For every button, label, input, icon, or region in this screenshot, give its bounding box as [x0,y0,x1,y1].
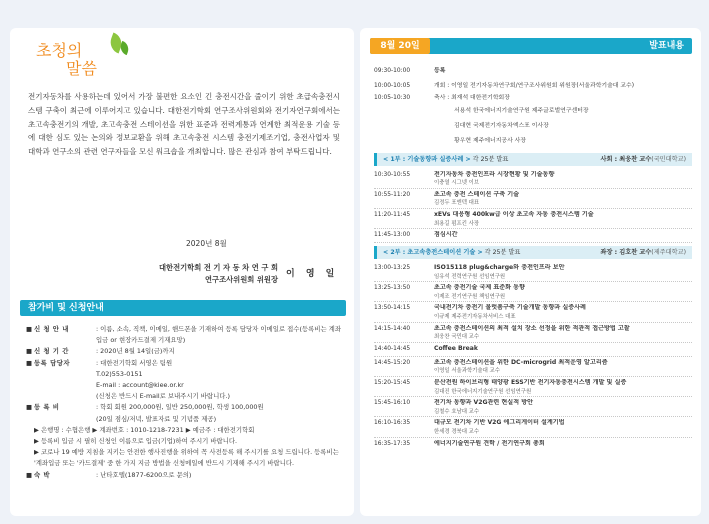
talk-content [434,211,692,228]
talk-title: 국내전기차 충전기 물럿폼구축 기술개발 동향과 실증사례 [434,304,586,312]
talk-speaker: 최용길 펌프킨 사장 [434,220,480,227]
row-text: 서용석 한국에너지기술연구원 제주글로벌연구센터장 [454,107,589,114]
greeting-date: 2020년 8월 [186,239,227,248]
reg-label: 신 청 기 간 [34,347,69,356]
talk-time: 14:40-14:45 [374,345,411,352]
talk-speaker: 이충열 시그넷 이브 [434,180,480,187]
talk-content [434,171,692,188]
talk-speaker: 이규제 제주전기자동차서비스 대표 [434,314,516,321]
talk-speaker: 김정두 포엔텍 대표 [434,200,480,207]
reg-label: 숙 박 [34,470,51,479]
talk-item [374,343,692,357]
talk-item [374,209,692,229]
reg-value: : 학회 회원 200,000원, 일반 250,000원, 학생 100,000원 [96,403,264,412]
session-note: 각 25분 발표 [472,155,509,163]
row-time: 09:30-10:00 [374,68,411,74]
reg-row-fee [26,402,344,413]
contact-phone: T.02)553-0151 [96,369,143,378]
schedule-row [374,119,692,134]
talk-item [374,438,692,452]
chair-org: (제주대학교) [651,249,686,257]
presentation-label: 발표내용 [649,41,684,51]
talk-item [374,397,692,417]
talk-title: 초고속 충전 스테이션 구축 기술 [434,190,520,198]
talk-time: 13:25-13:50 [374,285,411,292]
talk-title: 초고속 충전스테이션을 위한 DC-microgrid 최적운영 알고리즘 [434,358,608,366]
talk-title: 대규모 전기차 기반 V2G 에그리게이터 설계기법 [434,419,565,427]
greeting-body: 전기자동차를 사용하는데 있어서 가장 불편한 요소인 긴 충전시간을 줄이기 위한 초급속충전시스템 구축이 최근에 이루어지고 있습니다. 대한전기학회 연구조사위원회와 전기자연구회에서는 초고속충전기의 개발, 초고속충전 스테이션을 위한 표준과 전력계통과 연계한 최적운용 기술 등에 대한 심도 있는 논의와 정보교환을 위해 초고속충전 시스템 충전기제조기업, 충전사업자 및 대학과 연구소의 관련 연구자들을 모신 워크숍을 개최합니다. 많은 관심과 참여 부탁드립니다. [28,92,340,157]
signature-org [152,262,278,286]
talk-title: 초고속 충전스테이션의 최적 설치 장소 선정을 위한 적관적 접근방법 고찰 [434,324,630,332]
session-header [374,246,692,259]
talk-time: 15:20-15:45 [374,380,411,387]
talk-speaker: 한세경 경북대 교수 [434,429,480,435]
row-text: 개회 : 이영일 전기자동차연구회/연구조사위원회 위원장(서울과학기술대 교수) [434,83,635,90]
session-chair [601,153,687,166]
registration-header: 참가비 및 신청안내 [20,300,346,316]
schedule-row [374,94,692,104]
bank-info: ▶ 은행명 : 수협은행 ▶ 계좌번호 : 1010-1218-7231 ▶ 예금주 : 대한전기학회 [34,425,255,434]
talk-content [434,440,692,452]
talk-content [434,191,692,208]
talk-speaker: 김철수 호남대 교수 [434,408,480,415]
note-deposit: ▶ 등록비 입금 시 필히 신청인 이름으로 입금(기업)하여 주시기 바랍니다. [34,437,238,446]
signature-line1: 대한전기학회 전 기 자 동 차 연 구 회 [158,263,278,272]
talk-time: 13:50-14:15 [374,305,411,312]
chair-label: 좌장 : 김호찬 교수 [600,249,652,257]
row-time: 10:00-10:05 [374,83,411,90]
reg-row-period [26,346,344,357]
talk-content [434,264,692,281]
talk-content [434,325,692,342]
session-title: < 1부 : 기술동향과 실증사례 > [383,155,471,163]
left-panel [10,28,354,516]
bullet-icon: ■ [26,403,33,412]
talk-item [374,229,692,243]
session-title: < 2부 : 초고속충전스테이션 기술 > [383,249,483,257]
talk-title: 분산전원 하이브리형 태양광 ESS기반 전기자동충전시스템 개발 및 실증 [434,379,627,387]
talk-time: 13:00-13:25 [374,265,411,272]
schedule-row [374,134,692,149]
reg-value: : 대한전기학회 서영은 팀원 [96,358,173,367]
talk-item [374,302,692,322]
bullet-icon: ■ [26,470,33,479]
talk-speaker: 최웅찬 국민대 교수 [434,334,480,341]
talk-title: 전기차 동향과 V2G관련 현실적 방안 [434,399,533,407]
talk-title: ISO15118 plug&charge와 충전인프라 보안 [434,264,565,272]
schedule-row [374,64,692,79]
talk-content [434,379,692,396]
talk-title: 초고속 충전기술 국제 표준화 동향 [434,284,525,292]
reg-label: 신 청 안 내 [34,325,69,333]
signature-line2: 연구조사위원회 위원장 [204,275,278,284]
talk-time: 11:20-11:45 [374,211,411,218]
reg-value: : 2020년 8월 14일(금)까지 [96,347,175,356]
note-covid: ▶ 코로나 19 예방 지침을 지키는 안전한 행사진행을 위하여 꼭 사전등록 해 주시기를 요청 드립니다. 등록비는 '계좌입금 또는 '카드결제' 중 한 가지 지금 방법을 신청메일에 반드시 기재해 주시기 바랍니다. [34,448,339,468]
row-time [374,104,434,119]
reg-value: : 이름, 소속, 직책, 이메일, 핸드폰을 기재하여 등록 담당자 이메일로 접수(등록비는 계좌입금 or 현장카드결제 기재요망) [96,325,342,345]
talk-time: 14:45-15:20 [374,359,411,366]
reg-label: 등록 담당자 [34,358,71,367]
greeting-title-line1: 초청의 [36,41,83,60]
talk-time: 14:15-14:40 [374,325,411,332]
registration-list [26,324,344,481]
talk-content [434,345,692,356]
talk-item [374,189,692,209]
talk-speaker: 김대진 한국에너지기술연구원 선임연구원 [434,388,532,395]
talk-content [434,284,692,301]
talk-item [374,417,692,437]
talk-item [374,377,692,397]
date-bar [370,38,692,54]
bullet-icon: ■ [26,347,33,356]
reg-label: 등 록 비 [34,403,60,412]
row-text: 등록 [434,68,446,74]
greeting-title-line2: 말씀 [66,59,97,78]
chair-org: (국민대학교) [651,155,686,163]
row-text: 김대현 국제전기자동차엑스포 이사장 [454,123,549,130]
session-title-wrap [383,153,508,166]
talk-title: 점심시간 [434,231,458,239]
session-title-wrap [383,246,520,259]
contact-email[interactable]: E-mail : account@kiee.or.kr [96,381,184,390]
right-panel [360,28,701,516]
contact-note: (신청은 반드시 E-mail로 보내주시기 바랍니다.) [96,392,230,401]
talk-speaker: 이제조 전기연구원 책임연구원 [434,293,506,300]
talk-speaker: 임유석 전력연구원 선임연구원 [434,273,506,280]
greeting-title [36,42,97,78]
talk-content [434,419,692,436]
row-content [434,64,692,79]
talk-item [374,169,692,189]
row-time: 10:05-10:30 [374,95,411,102]
talk-content [434,231,692,242]
talk-content [434,304,692,321]
session-chair [601,246,687,259]
reg-value: : 난타호텔(1877-6200으로 문의) [96,470,192,479]
talk-content [434,359,692,376]
chair-label: 사회 : 최웅찬 교수 [600,155,652,163]
reg-row-contact [26,358,344,369]
schedule-list [374,64,692,452]
bullet-icon: ■ [26,358,33,367]
talk-time: 15:45-16:10 [374,400,411,407]
bullet-icon: ■ [26,325,33,333]
talk-title: Coffee Break [434,344,478,352]
talk-item [374,357,692,377]
talk-title: xEVs 대응형 400kw급 이상 초고속 자동 충전시스템 기술 [434,210,594,218]
row-text: 축사 : 최재석 대한전기학회장 [434,95,510,102]
talk-time: 16:10-16:35 [374,420,411,427]
date-tag: 8월 20일 [370,38,430,54]
talk-content [434,399,692,416]
row-time [374,119,434,134]
talk-title: 에너지기술연구원 견학 / 전기연구회 총회 [434,439,545,447]
talk-speaker: 이영일 서울과학기술대 교수 [434,368,500,375]
talk-time: 16:35-17:35 [374,440,411,447]
talk-time: 10:30-10:55 [374,171,411,178]
reg-row-apply [26,324,344,346]
talk-item [374,323,692,343]
schedule-row [374,79,692,94]
reg-row-lodging [26,470,344,481]
talk-item [374,262,692,282]
fee-note: (20일 점심/저녁, 발표자료 및 기념품 제공) [96,414,217,423]
talk-time: 10:55-11:20 [374,191,411,198]
talk-title: 전기자동차 충전인프라 시장현황 및 기술동향 [434,170,555,178]
session-header [374,153,692,166]
talk-time: 11:45-13:00 [374,232,411,239]
talk-item [374,282,692,302]
row-time [374,134,434,149]
schedule-row [374,104,692,119]
row-text: 황우현 제주에너지공사 사장 [454,138,527,145]
signature-name: 이 영 일 [286,269,339,279]
session-note: 각 25분 발표 [484,249,521,257]
